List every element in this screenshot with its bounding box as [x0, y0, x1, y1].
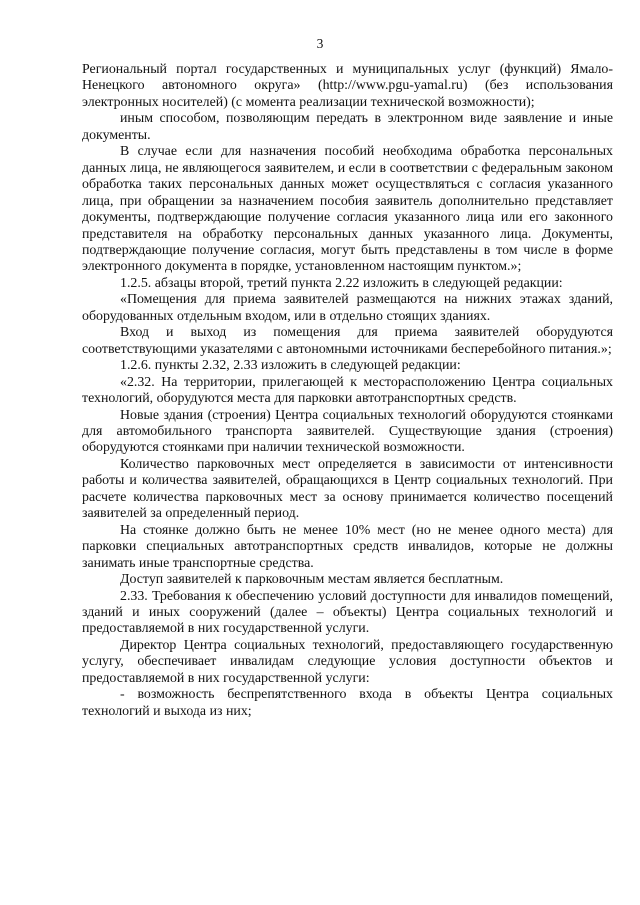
page-number: 3 — [316, 36, 324, 51]
paragraph-other-method: иным способом, позволяющим передать в электронном виде заявление и иные документы. — [82, 111, 613, 143]
paragraph-director-conditions: Директор Центра социальных технологий, предоставляющего государственную услугу, обеспечивает инвалидам следующие условия доступности объектов и предоставляемой в них государственной услуги: — [82, 637, 613, 686]
paragraph-premises: «Помещения для приема заявителей размещаются на нижних этажах зданий, оборудованных отдельным входом, или в отдельно стоящих зданиях. — [82, 292, 613, 324]
paragraph-clause-2-33: 2.33. Требования к обеспечению условий доступности для инвалидов помещений, зданий и иных сооружений (далее – объекты) Центра социальных технологий и предоставляемой в них государственной услуги. — [82, 588, 613, 637]
document-body — [82, 62, 613, 720]
paragraph-amendment-1-2-6: 1.2.6. пункты 2.32, 2.33 изложить в следующей редакции: — [120, 358, 461, 374]
paragraph-disabled-parking: На стоянке должно быть не менее 10% мест (но не менее одного места) для парковки специальных автотранспортных средств инвалидов, которые не должны занимать иные транспортные средства. — [82, 522, 613, 571]
paragraph-amendment-1-2-5: 1.2.5. абзацы второй, третий пункта 2.22 изложить в следующей редакции: — [120, 275, 563, 291]
paragraph-entrance-exit: Вход и выход из помещения для приема заявителей оборудуются соответствующими указателями с автономными источниками бесперебойного питания.»; — [82, 325, 613, 357]
paragraph-portal-continuation: Региональный портал государственных и муниципальных услуг (функций) Ямало-Ненецкого автономного округа» (http://www.pgu-yamal.ru) (без использования электронных носителей) (с момента реализации технической возможности); — [82, 62, 613, 110]
paragraph-unobstructed-entry: - возможность беспрепятственного входа в объекты Центра социальных технологий и выхода из них; — [82, 687, 613, 719]
paragraph-clause-2-32: «2.32. На территории, прилегающей к месторасположению Центра социальных технологий, оборудуются места для парковки автотранспортных средств. — [82, 374, 613, 407]
paragraph-new-buildings: Новые здания (строения) Центра социальных технологий оборудуются стоянками для автомобильного транспорта заявителей. Существующие здания (строения) оборудуются стоянками при наличии технической возможности. — [82, 407, 613, 456]
paragraph-parking-count: Количество парковочных мест определяется в зависимости от интенсивности работы и количества заявителей, обращающихся в Центр социальных технологий. При расчете количества парковочных мест за основу принимается количество посещений заявителей за определенный период. — [82, 456, 613, 522]
paragraph-personal-data: В случае если для назначения пособий необходима обработка персональных данных лица, не являющегося заявителем, и если в соответствии с федеральным законом обработка таких персональных данных может осуществляться с согласия указанного лица, при обращении за назначением пособия заявитель дополнительно представляет документы, подтверждающие получение согласия указанного лица или его законного представителя на обработку персональных данных указанного лица. Документы, подтверждающие получение согласия, могут быть представлены в том числе в форме электронного документа в порядке, установленном настоящим пунктом.»; — [82, 144, 613, 275]
paragraph-free-access: Доступ заявителей к парковочным местам является бесплатным. — [120, 572, 504, 588]
